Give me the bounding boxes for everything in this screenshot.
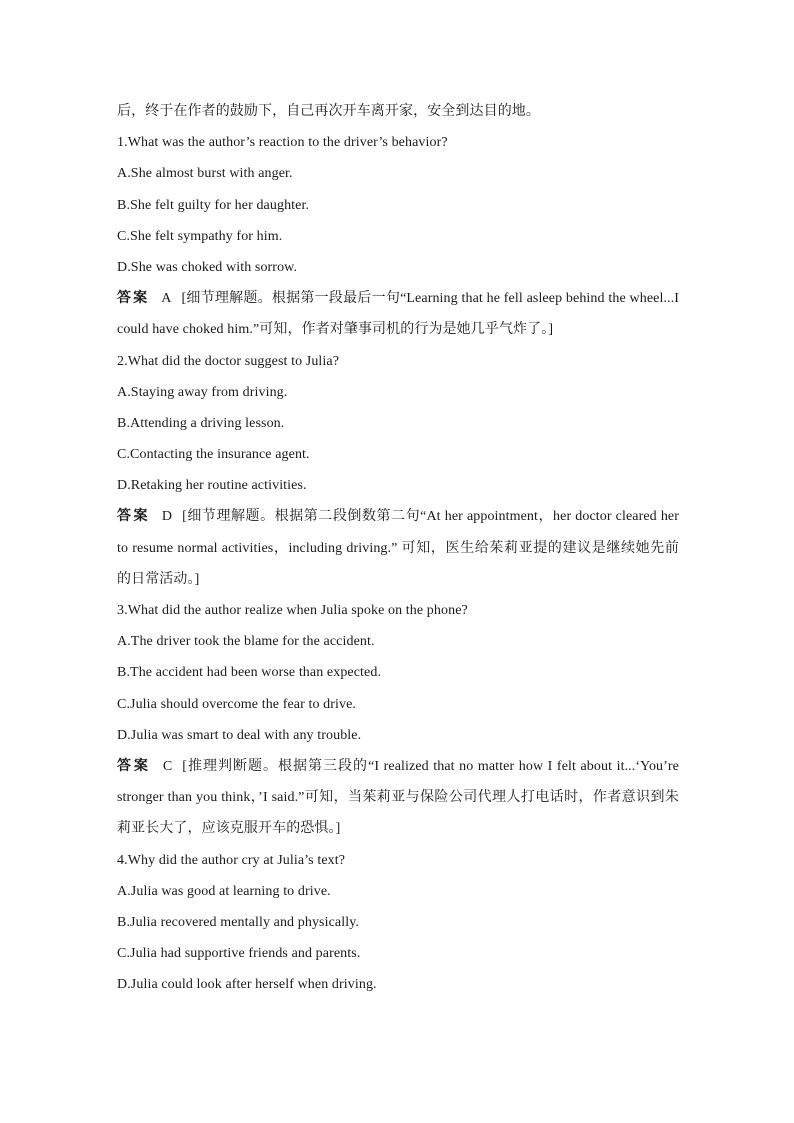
question-stem: 1.What was the author’s reaction to the driver’s behavior? (117, 135, 448, 151)
document-page (117, 96, 679, 1001)
option-b: B.Julia recovered mentally and physically. (117, 915, 359, 930)
answer-label: 答案 (117, 759, 151, 775)
answer-letter: D (161, 509, 173, 525)
answer-label: 答案 (117, 291, 150, 307)
answer-block (117, 283, 679, 345)
option-c: C.Julia should overcome the fear to drive. (117, 696, 357, 712)
option-a: A.Staying away from driving. (117, 384, 288, 400)
answer-letter: A (161, 291, 172, 307)
question-stem: 4.Why did the author cry at Julia’s text? (117, 852, 346, 868)
option-c: C.Julia had supportive friends and parents. (117, 946, 361, 962)
question-4 (117, 845, 679, 1001)
question-1 (117, 127, 679, 345)
question-2 (117, 346, 679, 596)
answer-explanation: [细节理解题。根据第二段倒数第二句“At her appointment，her doctor cleared her to resume normal activities，including driving.” 可知，医生给茱莉亚提的建议是继续她先前的日常活动。] (117, 509, 680, 587)
option-d: D.Retaking her routine activities. (117, 478, 307, 494)
option-a: A.Julia was good at learning to drive. (117, 883, 331, 899)
option-c: C.She felt sympathy for him. (117, 228, 283, 244)
option-d: D.Julia was smart to deal with any trouble. (117, 727, 362, 743)
question-3 (117, 595, 679, 845)
option-d: D.She was choked with sorrow. (117, 259, 298, 275)
option-b: B.She felt guilty for her daughter. (117, 197, 310, 213)
option-b: B.The accident had been worse than expected. (117, 665, 382, 681)
answer-explanation: [细节理解题。根据第一段最后一句“Learning that he fell asleep behind the wheel...I could have choked him.”可知，作者对肇事司机的行为是她几乎气炸了。] (117, 291, 679, 338)
answer-block (117, 501, 679, 595)
option-b: B.Attending a driving lesson. (117, 415, 285, 431)
question-stem: 2.What did the doctor suggest to Julia? (117, 353, 340, 369)
option-a: A.The driver took the blame for the accident. (117, 634, 375, 650)
option-d: D.Julia could look after herself when driving. (117, 977, 377, 993)
option-c: C.Contacting the insurance agent. (117, 447, 310, 463)
answer-explanation: [推理判断题。根据第三段的“I realized that no matter how I felt about it...‘You’re stronger than you think，’I said.”可知，当茱莉亚与保险公司代理人打电话时，作者意识到朱莉亚长大了，应该克服开车的恐惧。] (117, 759, 679, 837)
question-stem: 3.What did the author realize when Julia spoke on the phone? (117, 603, 468, 619)
answer-label: 答案 (117, 509, 150, 525)
option-a: A.She almost burst with anger. (117, 166, 293, 182)
answer-block (117, 751, 679, 845)
answer-letter: C (162, 759, 173, 775)
intro-tail-text: 后，终于在作者的鼓励下，自己再次开车离开家，安全到达目的地。 (117, 104, 540, 119)
